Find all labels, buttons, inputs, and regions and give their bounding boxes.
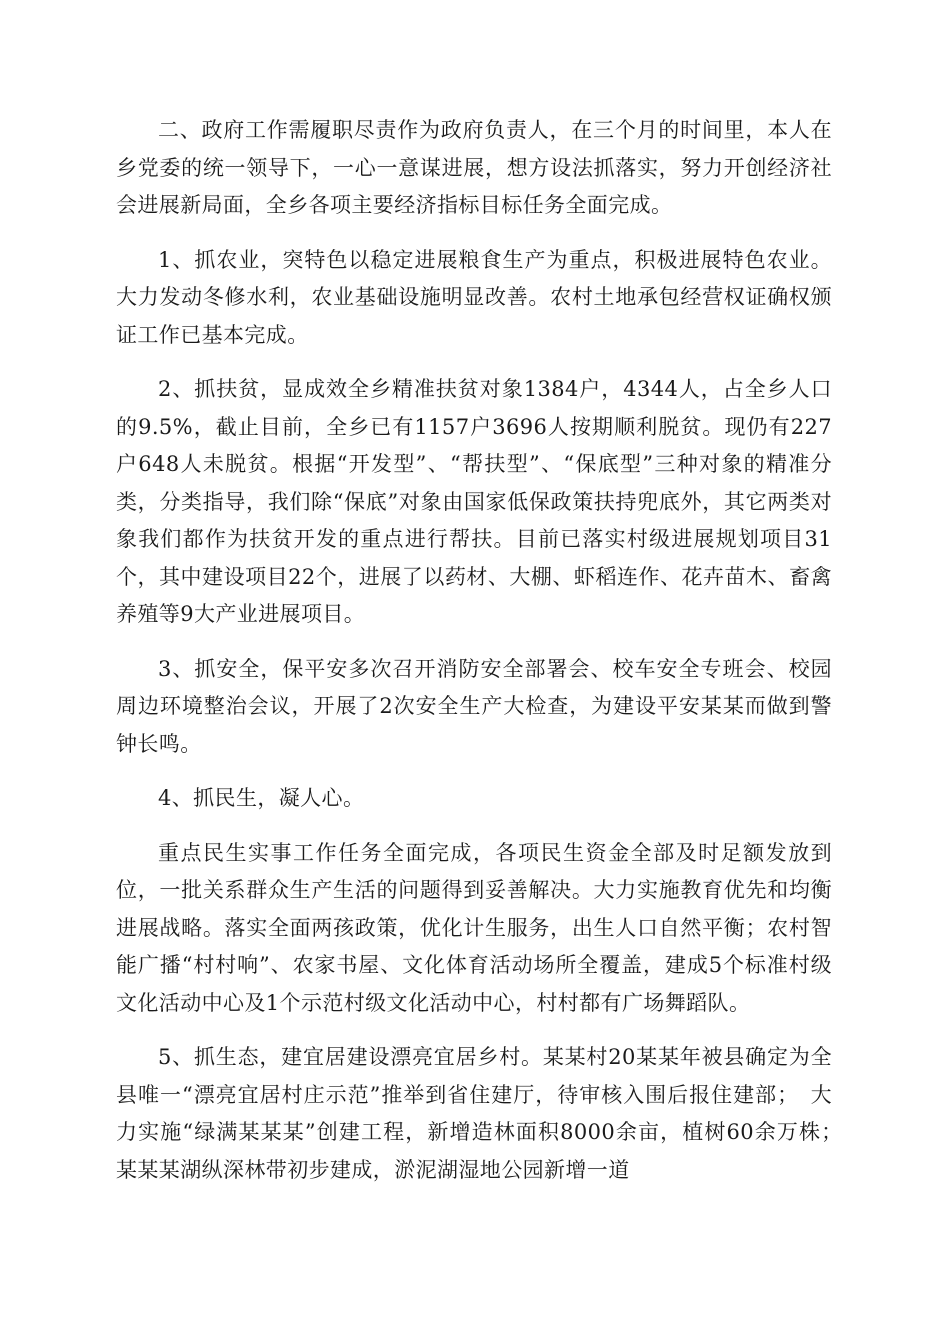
paragraph-government-duties: 二、政府工作需履职尽责作为政府负责人，在三个月的时间里，本人在乡党委的统一领导下，一心一意谋进展，想方设法抓落实，努力开创经济社会进展新局面，全乡各项主要经济指标目标任务全面完成。 [116, 118, 832, 217]
paragraph-ecology: 5、抓生态，建宜居建设漂亮宜居乡村。某某村20某某年被县确定为全县唯一“漂亮宜居村庄示范”推举到省住建厅，待审核入围后报住建部； 大力实施“绿满某某某”创建工程，新增造林面积8000余亩，植树60余万株； 某某某湖纵深林带初步建成，淤泥湖湿地公园新增一道 [116, 1045, 854, 1182]
paragraph-agriculture: 1、抓农业，突特色以稳定进展粮食生产为重点，积极进展特色农业。大力发动冬修水利，农业基础设施明显改善。农村土地承包经营权证确权颁证工作已基本完成。 [116, 247, 832, 347]
paragraph-poverty-alleviation: 2、抓扶贫，显成效全乡精准扶贫对象1384户，4344人，占全乡人口的9.5%，截止目前，全乡已有1157户3696人按期顺利脱贫。现仍有227户648人未脱贫。根据“开发型”、“帮扶型”、“保底型”三种对象的精准分类，分类指导，我们除“保底”对象由国家低保政策扶持兜底外，其它两类对象我们都作为扶贫开发的重点进行帮扶。目前已落实村级进展规划项目31个，其中建设项目22个，进展了以药材、大棚、虾稻连作、花卉苗木、畜禽养殖等9大产业进展项目。 [116, 377, 832, 626]
paragraph-livelihood-details: 重点民生实事工作任务全面完成，各项民生资金全部及时足额发放到位，一批关系群众生产生活的问题得到妥善解决。大力实施教育优先和均衡进展战略。落实全面两孩政策，优化计生服务，出生人口自然平衡；农村智能广播“村村响”、农家书屋、文化体育活动场所全覆盖，建成5个标准村级文化活动中心及1个示范村级文化活动中心，村村都有广场舞蹈队。 [116, 840, 832, 1015]
paragraph-livelihood-heading: 4、抓民生，凝人心。 [158, 786, 365, 810]
document-body [116, 112, 854, 1206]
paragraph-safety: 3、抓安全，保平安多次召开消防安全部署会、校车安全专班会、校园周边环境整治会议，开展了2次安全生产大检查，为建设平安某某而做到警钟长鸣。 [116, 656, 832, 756]
